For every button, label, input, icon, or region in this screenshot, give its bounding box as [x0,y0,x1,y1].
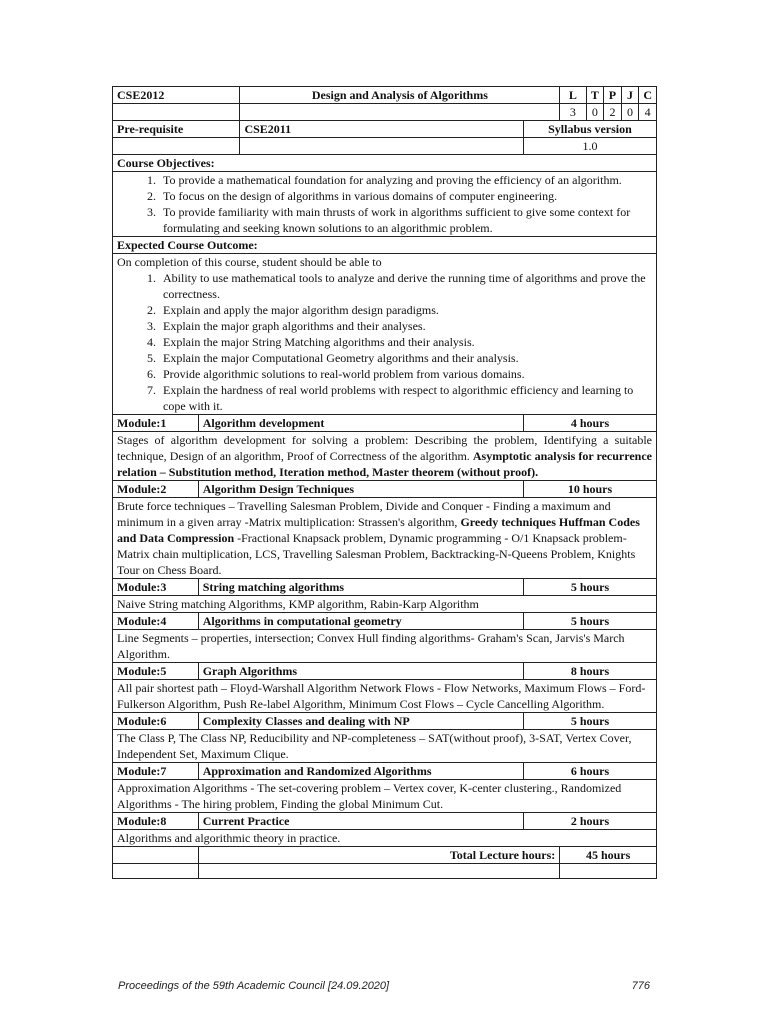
module-content: All pair shortest path – Floyd-Warshall Algorithm Network Flows - Flow Networks, Maximum Flows – Ford-Fulkerson Algorithm, Push Re-label Algorithm, Minimum Cost Flows – Cycle Cancelling Algorithm. [113,680,657,713]
module-label: Module:1 [113,415,199,432]
syllabus-table [112,86,657,879]
module-bold-text: Asymptotic analysis for recurrence relation – Substitution method, Iteration method, Master theorem (without proof). [117,449,653,479]
syllabus-version-label: Syllabus version [523,121,656,138]
module-bold-text: Greedy techniques Huffman Codes and Data Compression [117,515,640,545]
module-label: Module:8 [113,813,199,830]
module-label: Module:3 [113,579,199,596]
module-hours: 5 hours [523,579,656,596]
module-content: Algorithms and algorithmic theory in practice. [113,830,657,847]
module-content [113,432,657,481]
outcome-item: 2. Explain and apply the major algorithm design paradigms. [159,302,652,318]
objective-item: 1. To provide a mathematical foundation for analyzing and proving the efficiency of an algorithm. [159,172,652,188]
module-title: Algorithms in computational geometry [198,613,523,630]
module-content: Approximation Algorithms - The set-covering problem – Vertex cover, K-center clustering., Randomized Algorithms - The hiring problem, Finding the global Minimum Cut. [113,780,657,813]
objective-item: 3. To provide familiarity with main thrusts of work in algorithms sufficient to give some context for formulating and seeking known solutions to an algorithmic problem. [159,204,652,236]
module-title: String matching algorithms [198,579,523,596]
module-hours: 5 hours [523,613,656,630]
module-hours: 2 hours [523,813,656,830]
outcome-item: 5. Explain the major Computational Geometry algorithms and their analysis. [159,350,652,366]
module-title: Graph Algorithms [198,663,523,680]
ltpjc-header-j: J [621,87,639,104]
outcomes-heading: Expected Course Outcome: [113,237,657,254]
ltpjc-value-c: 4 [639,104,657,121]
objectives-list [113,172,657,237]
module-title: Algorithm Design Techniques [198,481,523,498]
ltpjc-value-p: 2 [604,104,622,121]
page-footer [118,980,650,992]
objective-item: 2. To focus on the design of algorithms in various domains of computer engineering. [159,188,652,204]
module-title: Algorithm development [198,415,523,432]
module-title: Complexity Classes and dealing with NP [198,713,523,730]
module-content [113,498,657,579]
module-hours: 6 hours [523,763,656,780]
module-content: The Class P, The Class NP, Reducibility and NP-completeness – SAT(without proof), 3-SAT, Vertex Cover, Independent Set, Maximum Clique. [113,730,657,763]
module-label: Module:4 [113,613,199,630]
syllabus-version-value: 1.0 [523,138,656,155]
total-hours-value: 45 hours [560,847,657,864]
module-title: Current Practice [198,813,523,830]
course-code: CSE2012 [113,87,240,104]
syllabus-page [112,86,657,879]
ltpjc-header-c: C [639,87,657,104]
outcome-item: 7. Explain the hardness of real world problems with respect to algorithmic efficiency and learning to cope with it. [159,382,652,414]
outcome-item: 3. Explain the major graph algorithms and their analyses. [159,318,652,334]
module-label: Module:5 [113,663,199,680]
prereq-label: Pre-requisite [113,121,240,138]
ltpjc-header-t: T [586,87,604,104]
module-hours: 10 hours [523,481,656,498]
module-label: Module:2 [113,481,199,498]
outcome-item: 4. Explain the major String Matching algorithms and their analysis. [159,334,652,350]
total-hours-label: Total Lecture hours: [198,847,560,864]
module-title: Approximation and Randomized Algorithms [198,763,523,780]
module-label: Module:6 [113,713,199,730]
page-number: 776 [631,980,650,992]
module-hours: 8 hours [523,663,656,680]
module-text: Brute force techniques – Travelling Salesman Problem, Divide and Conquer - Finding a maximum and minimum in a given array -Matrix multiplication: Strassen's algorithm, [117,499,611,529]
module-content: Line Segments – properties, intersection; Convex Hull finding algorithms- Graham's Scan, Jarvis's March Algorithm. [113,630,657,663]
outcomes-intro: On completion of this course, student should be able to [117,255,382,269]
ltpjc-value-l: 3 [560,104,586,121]
module-label: Module:7 [113,763,199,780]
module-content: Naive String matching Algorithms, KMP algorithm, Rabin-Karp Algorithm [113,596,657,613]
ltpjc-value-j: 0 [621,104,639,121]
module-hours: 5 hours [523,713,656,730]
module-text-continued: -Fractional Knapsack problem, Dynamic programming - O/1 Knapsack problem-Matrix chain multiplication, LCS, Travelling Salesman Problem, Backtracking-N-Queens Problem, Knights Tour on Chess Board. [117,531,636,577]
ltpjc-value-t: 0 [586,104,604,121]
outcome-item: 1. Ability to use mathematical tools to analyze and derive the running time of algorithms and prove the correctness. [159,270,652,302]
outcome-item: 6. Provide algorithmic solutions to real-world problem from various domains. [159,366,652,382]
module-text: Stages of algorithm development for solving a problem: Describing the problem, Identifying a suitable technique, Design of an algorithm, Proof of Correctness of the algorithm. [117,433,652,463]
module-hours: 4 hours [523,415,656,432]
outcomes-list [113,254,657,415]
prereq-value: CSE2011 [240,121,524,138]
objectives-heading: Course Objectives: [113,155,657,172]
footer-proceedings: Proceedings of the 59th Academic Council [24.09.2020] [118,980,390,992]
ltpjc-header-p: P [604,87,622,104]
course-title: Design and Analysis of Algorithms [240,87,560,104]
ltpjc-header-l: L [560,87,586,104]
